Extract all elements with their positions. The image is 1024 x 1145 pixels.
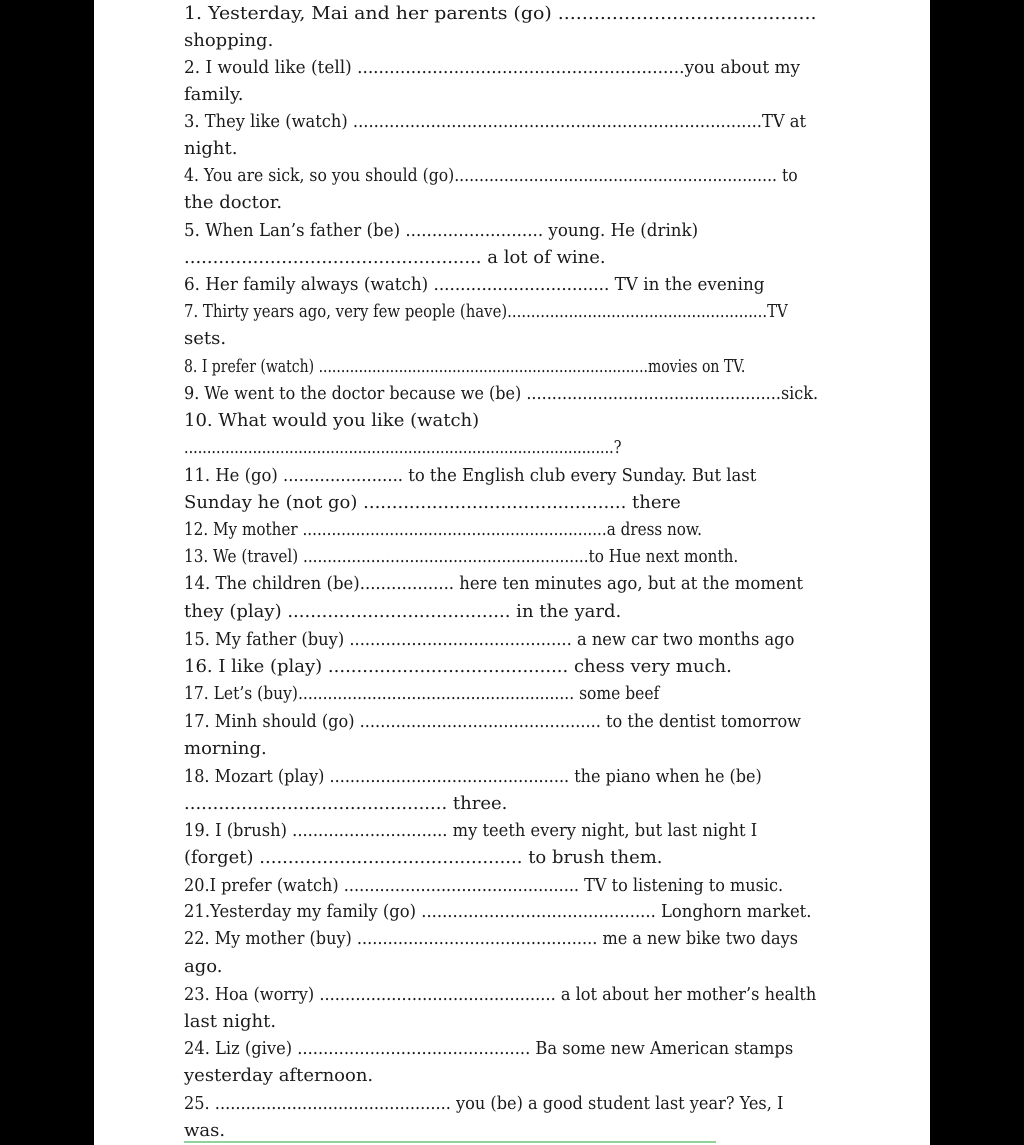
exercise-line: 18. Mozart (play) ............................................... the piano when he (be) xyxy=(184,766,762,787)
exercise-line: 6. Her family always (watch) ................................. TV in the evening xyxy=(184,274,765,295)
exercise-line: .................................................... a lot of wine. xyxy=(184,247,606,268)
exercise-line: 12. My mother ...............................................................a dress now. xyxy=(184,519,702,540)
exercise-line: 9. We went to the doctor because we (be) ..................................................sick. xyxy=(184,383,819,404)
exercise-line: 13. We (travel) ...........................................................to Hue next month. xyxy=(184,546,739,567)
exercise-line: 10. What would you like (watch) xyxy=(184,410,480,431)
exercise-line: 19. I (brush) .............................. my teeth every night, but last night I xyxy=(184,820,758,841)
exercise-line: 2. I would like (tell) .............................................................you about my xyxy=(184,57,801,78)
exercise-line: 17. Minh should (go) ............................................... to the dentist tomorrow xyxy=(184,711,801,732)
exercise-line: ago. xyxy=(184,956,223,977)
exercise-line: 11. He (go) ....................... to the English club every Sunday. But last xyxy=(184,465,757,486)
exercise-line: night. xyxy=(184,138,238,159)
exercise-line: .............................................. three. xyxy=(184,793,508,814)
exercise-line: (forget) .............................................. to brush them. xyxy=(184,847,663,868)
exercise-line: 4. You are sick, so you should (go)................................................................. to xyxy=(184,165,798,186)
bottom-divider xyxy=(184,1141,716,1143)
exercise-line: 21.Yesterday my family (go) ............................................. Longhorn market. xyxy=(184,901,812,922)
exercise-line: they (play) ....................................... in the yard. xyxy=(184,601,622,622)
exercise-line: sets. xyxy=(184,328,227,349)
exercise-line: 23. Hoa (worry) .............................................. a lot about her mother’s health xyxy=(184,984,817,1005)
exercise-line: 14. The children (be).................. here ten minutes ago, but at the moment xyxy=(184,573,804,594)
exercise-line: 1. Yesterday, Mai and her parents (go) ........................................... xyxy=(184,3,817,24)
exercise-line: 22. My mother (buy) ............................................... me a new bike two days xyxy=(184,928,798,949)
exercise-line: 15. My father (buy) ........................................... a new car two months ago xyxy=(184,629,795,650)
exercise-line: 17. Let’s (buy)........................................................ some beef xyxy=(184,683,660,704)
worksheet-page xyxy=(94,0,930,1145)
exercise-line: 24. Liz (give) ............................................. Ba some new American stamps xyxy=(184,1038,794,1059)
exercise-line: 7. Thirty years ago, very few people (have).......................................................TV xyxy=(184,301,788,322)
exercise-line: 8. I prefer (watch) ..........................................................................movies on TV. xyxy=(184,356,746,377)
exercise-line: was. xyxy=(184,1120,226,1141)
exercise-line: family. xyxy=(184,84,244,105)
exercise-line: morning. xyxy=(184,738,267,759)
exercise-line: yesterday afternoon. xyxy=(184,1065,374,1086)
exercise-line: ..............................................................................................? xyxy=(184,437,622,458)
exercise-line: 3. They like (watch) ...............................................................................TV at xyxy=(184,111,807,132)
exercise-line: Sunday he (not go) .............................................. there xyxy=(184,492,681,513)
exercise-line: 16. I like (play) .......................................... chess very much. xyxy=(184,656,732,677)
exercise-line: last night. xyxy=(184,1011,277,1032)
exercise-line: shopping. xyxy=(184,30,274,51)
exercise-line: 5. When Lan’s father (be) .......................... young. He (drink) xyxy=(184,220,699,241)
exercise-line: the doctor. xyxy=(184,192,283,213)
exercise-line: 25. .............................................. you (be) a good student last year? Yes, I xyxy=(184,1093,784,1114)
exercise-line: 20.I prefer (watch) .............................................. TV to listening to music. xyxy=(184,875,784,896)
